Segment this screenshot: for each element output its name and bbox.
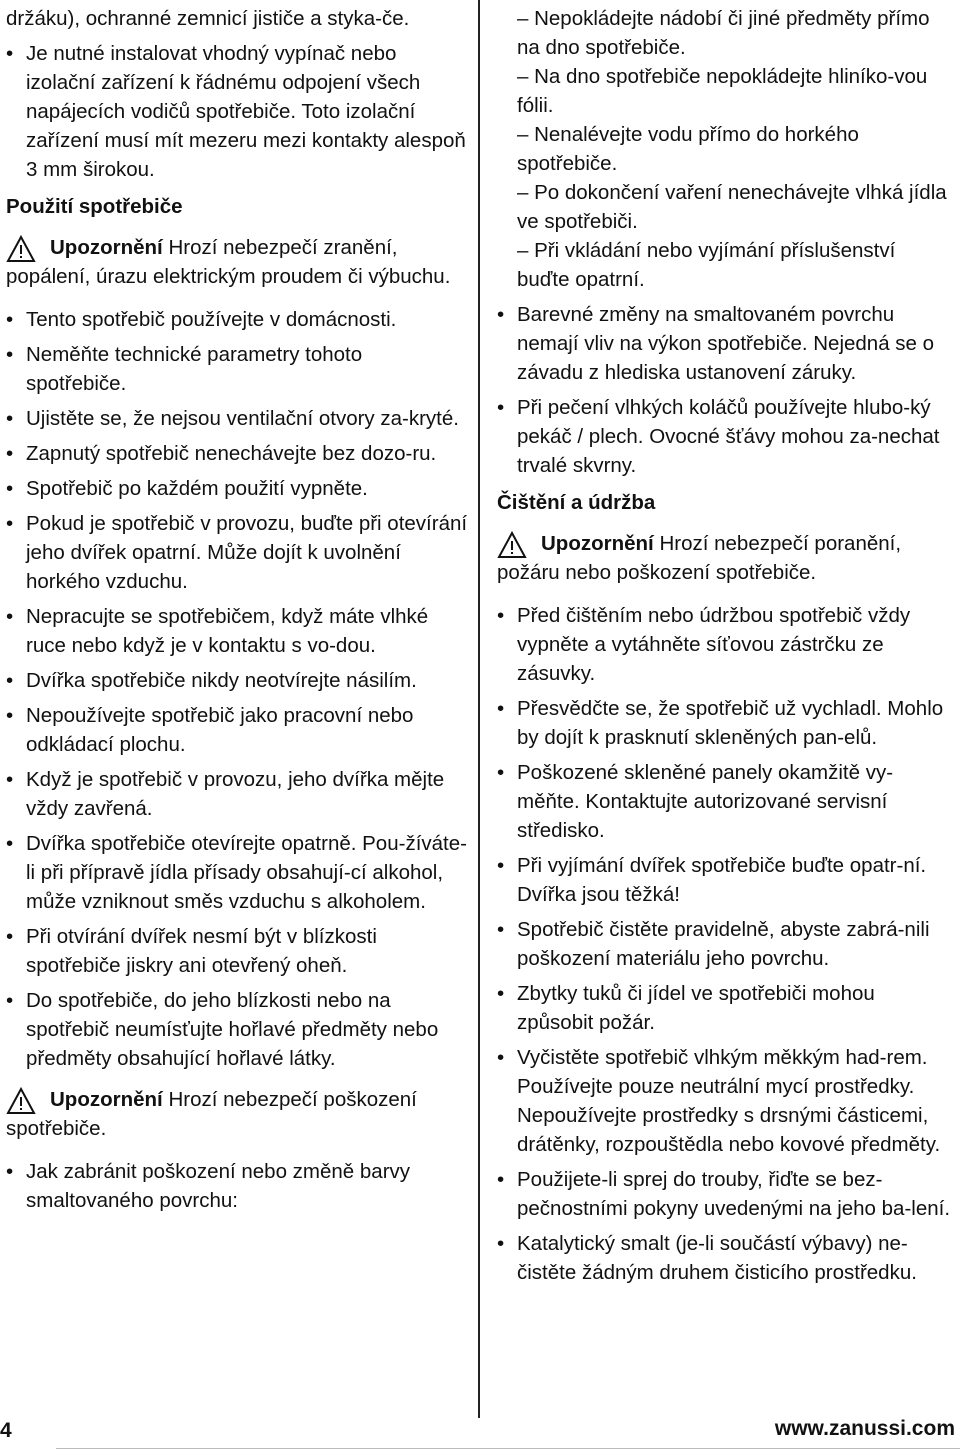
section-title-usage: Použití spotřebiče <box>6 195 183 218</box>
warning-text: Hrozí nebezpečí poranění, požáru nebo poškození spotřebiče. <box>497 532 902 584</box>
warning-label: Upozornění <box>541 532 654 555</box>
list-item: • Když je spotřebič v provozu, jeho dvířka mějte vždy zavřená. <box>6 765 468 823</box>
intro-list <box>6 39 468 184</box>
warning-block <box>6 233 468 291</box>
column-divider <box>478 0 480 1418</box>
right-column <box>497 4 953 1293</box>
list-item: • Nepoužívejte spotřebič jako pracovní nebo odkládací plochu. <box>6 701 468 759</box>
list-item: • Spotřebič po každém použití vypněte. <box>6 474 468 503</box>
intro-text: držáku), ochranné zemnicí jističe a styka-če. <box>6 7 410 30</box>
list-item: • Tento spotřebič používejte v domácnosti. <box>6 305 468 334</box>
list-item: • Je nutné instalovat vhodný vypínač nebo izolační zařízení k řádnému odpojení všech napájecích vodičů spotřebiče. Toto izolační zařízení musí mít mezeru mezi kontakty alespoň 3 mm širokou. <box>6 39 468 184</box>
list-item: • Zapnutý spotřebič nenechávejte bez dozo-ru. <box>6 439 468 468</box>
list-item: • Nepracujte se spotřebičem, když máte vlhké ruce nebo když je v kontaktu s vo-dou. <box>6 602 468 660</box>
warning-block <box>497 529 953 587</box>
list-item: • Při pečení vlhkých koláčů používejte hlubo-ký pekáč / plech. Ovocné šťávy mohou za-nechat trvalé skvrny. <box>497 393 953 480</box>
warning-triangle-icon <box>6 235 36 263</box>
list-item: • Vyčistěte spotřebič vlhkým měkkým had-rem. Používejte pouze neutrální mycí prostředky. Nepoužívejte prostředky s drsnými částicemi, drátěnky, rozpouštědla nebo kovové předměty. <box>497 1043 953 1159</box>
warning-text: Hrozí nebezpečí zranění, popálení, úrazu elektrickým proudem či výbuchu. <box>6 236 451 288</box>
list-item: • Poškozené skleněné panely okamžitě vy-měňte. Kontaktujte autorizované servisní středisko. <box>497 758 953 845</box>
dash-item: – Po dokončení vaření nenechávejte vlhká jídla ve spotřebiči. <box>517 181 947 233</box>
list-item: • Před čištěním nebo údržbou spotřebič vždy vypněte a vytáhněte síťovou zástrčku ze zásuvky. <box>497 601 953 688</box>
list-item: • Jak zabránit poškození nebo změně barvy smaltovaného povrchu: <box>6 1157 468 1215</box>
footer-rule <box>56 1448 960 1449</box>
warning-label: Upozornění <box>50 1088 163 1111</box>
dash-list <box>517 4 953 294</box>
website-url[interactable]: www.zanussi.com <box>774 1417 955 1440</box>
warning-triangle-icon <box>497 531 527 559</box>
cleaning-list <box>497 601 953 1287</box>
list-item: • Přesvědčte se, že spotřebič už vychladl. Mohlo by dojít k prasknutí skleněných pan-elů. <box>497 694 953 752</box>
list-item: • Ujistěte se, že nejsou ventilační otvory za-kryté. <box>6 404 468 433</box>
dash-item: – Při vkládání nebo vyjímání příslušenství buďte opatrní. <box>517 239 896 291</box>
list-item: • Použijete-li sprej do trouby, řiďte se bez-pečnostními pokyny uvedenými na jeho ba-lení. <box>497 1165 953 1223</box>
enamel-list <box>6 1157 468 1215</box>
left-column <box>6 4 468 1221</box>
list-item: • Katalytický smalt (je-li součástí výbavy) ne-čistěte žádným druhem čisticího prostředku. <box>497 1229 953 1287</box>
dash-item: – Nenalévejte vodu přímo do horkého spotřebiče. <box>517 123 859 175</box>
warning-triangle-icon <box>6 1087 36 1115</box>
dash-item: – Na dno spotřebiče nepokládejte hliníko-vou fólii. <box>517 65 928 117</box>
page-number: 4 <box>0 1419 12 1442</box>
list-item: • Do spotřebiče, do jeho blízkosti nebo na spotřebič neumísťujte hořlavé předměty nebo předměty obsahující hořlavé látky. <box>6 986 468 1073</box>
warning-text: Hrozí nebezpečí poškození spotřebiče. <box>6 1088 417 1140</box>
list-item: • Při otvírání dvířek nesmí být v blízkosti spotřebiče jiskry ani otevřený oheň. <box>6 922 468 980</box>
warning-block <box>6 1085 468 1143</box>
list-item: • Zbytky tuků či jídel ve spotřebiči mohou způsobit požár. <box>497 979 953 1037</box>
usage-list <box>6 305 468 1073</box>
warning-label: Upozornění <box>50 236 163 259</box>
list-item: • Barevné změny na smaltovaném povrchu nemají vliv na výkon spotřebiče. Nejedná se o závadu z hlediska ustanovení záruky. <box>497 300 953 387</box>
list-item: • Dvířka spotřebiče otevírejte opatrně. Pou-žíváte-li při přípravě jídla přísady obsahují-cí alkohol, může vzniknout směs vzduchu s alkoholem. <box>6 829 468 916</box>
list-item: • Neměňte technické parametry tohoto spotřebiče. <box>6 340 468 398</box>
list-item: • Dvířka spotřebiče nikdy neotvírejte násilím. <box>6 666 468 695</box>
section-title-cleaning: Čištění a údržba <box>497 491 656 514</box>
enamel-notes-list <box>497 300 953 480</box>
list-item: • Spotřebič čistěte pravidelně, abyste zabrá-nili poškození materiálu jeho povrchu. <box>497 915 953 973</box>
list-item: • Při vyjímání dvířek spotřebiče buďte opatr-ní. Dvířka jsou těžká! <box>497 851 953 909</box>
dash-item: – Nepokládejte nádobí či jiné předměty přímo na dno spotřebiče. <box>517 7 930 59</box>
list-item: • Pokud je spotřebič v provozu, buďte při otevírání jeho dvířek opatrní. Může dojít k uvolnění horkého vzduchu. <box>6 509 468 596</box>
